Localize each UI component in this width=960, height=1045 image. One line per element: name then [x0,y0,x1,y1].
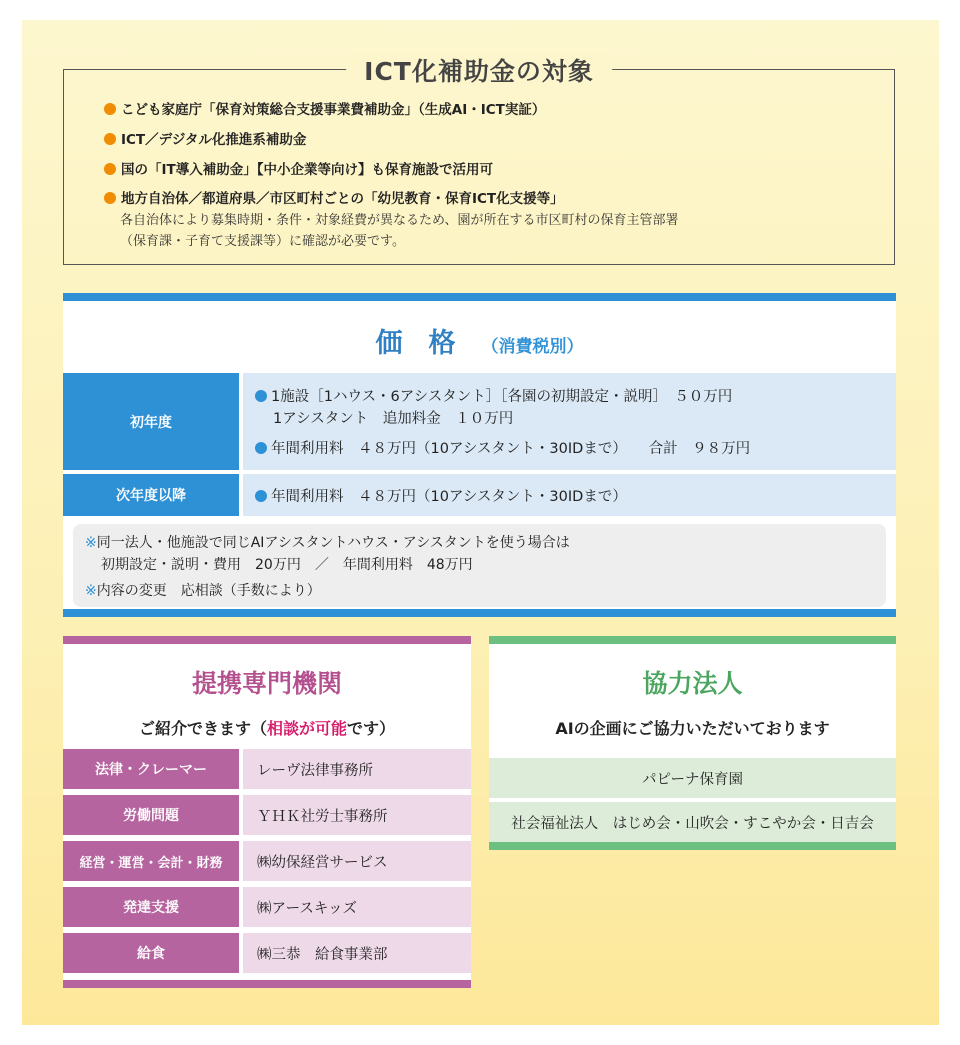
partner-institutions-section [63,636,471,988]
ict-item: ICT／デジタル化推進系補助金 [104,128,306,148]
price-note-line: 初期設定・説明・費用 20万円 ／ 年間利用料 48万円 [101,557,473,573]
partner-category: 発達支援 [63,887,239,927]
ict-note-line: 各自治体により募集時期・条件・対象経費が異なるため、園が所在する市区町村の保育主管部署 [120,213,679,228]
price-title-main: 価格 [375,328,482,359]
partner-row [63,841,471,881]
next-year-details [243,474,896,516]
price-line: 1施設［1ハウス・6アシスタント］［各園の初期設定・説明］ ５０万円 [255,385,732,406]
coop-title: 協力法人 [642,669,743,698]
partner-category: 給食 [63,933,239,973]
price-line: 年間利用料 ４８万円（10アシスタント・30IDまで） 合計 ９８万円 [255,437,750,458]
coop-row: 社会福祉法人 はじめ会・山吹会・すこやか会・日吉会 [489,802,896,842]
orange-bullet-icon [104,163,116,175]
coop-row: パピーナ保育園 [489,758,896,798]
orange-bullet-icon [104,133,116,145]
next-year-label: 次年度以降 [63,474,239,516]
partner-row [63,795,471,835]
price-title [63,321,896,360]
partner-name: ㈱アースキッズ [243,887,471,927]
price-note-line: ※同一法人・他施設で同じAIアシスタントハウス・アシスタントを使う場合は [85,535,570,551]
partners-title: 提携専門機関 [191,669,342,698]
partner-category: 経営・運営・会計・財務 [63,841,239,881]
partner-name: ㈱三恭 給食事業部 [243,933,471,973]
blue-bullet-icon [255,390,267,402]
orange-bullet-icon [104,192,116,204]
ict-item: こども家庭庁「保育対策総合支援事業費補助金」（生成AI・ICT実証） [104,98,545,118]
price-line: 1アシスタント 追加料金 １０万円 [273,411,514,427]
price-note-line: ※内容の変更 応相談（手数により） [85,583,321,599]
price-note-box [73,524,886,607]
partner-row [63,749,471,789]
partner-name: ㈱幼保経営サービス [243,841,471,881]
ict-item: 国の「IT導入補助金」【中小企業等向け】も保育施設で活用可 [104,158,493,178]
blue-bullet-icon [255,442,267,454]
partner-name: レーヴ法律事務所 [243,749,471,789]
price-section [63,293,896,617]
ict-subsidy-title: ICT化補助金の対象 [346,52,612,88]
cooperating-corporations-section [489,636,896,850]
partner-name: ＹＨＫ社労士事務所 [243,795,471,835]
price-title-tax-note: （消費税別） [481,337,584,357]
partner-category: 法律・クレーマー [63,749,239,789]
partner-row [63,887,471,927]
orange-bullet-icon [104,103,116,115]
ict-note-line: （保育課・子育て支援課等）に確認が必要です。 [120,234,405,249]
partner-category: 労働問題 [63,795,239,835]
price-line: 年間利用料 ４８万円（10アシスタント・30IDまで） [255,485,627,506]
coop-subtitle: AIの企画にご協力いただいております [555,719,830,738]
ict-subsidy-box [63,57,895,265]
ict-item: 地方自治体／都道府県／市区町村ごとの「幼児教育・保育ICT化支援等」 [104,187,564,207]
partner-row [63,933,471,973]
partners-subtitle: ご紹介できます（相談が可能です） [138,719,396,738]
first-year-label: 初年度 [63,373,239,470]
first-year-details [243,373,896,470]
blue-bullet-icon [255,490,267,502]
